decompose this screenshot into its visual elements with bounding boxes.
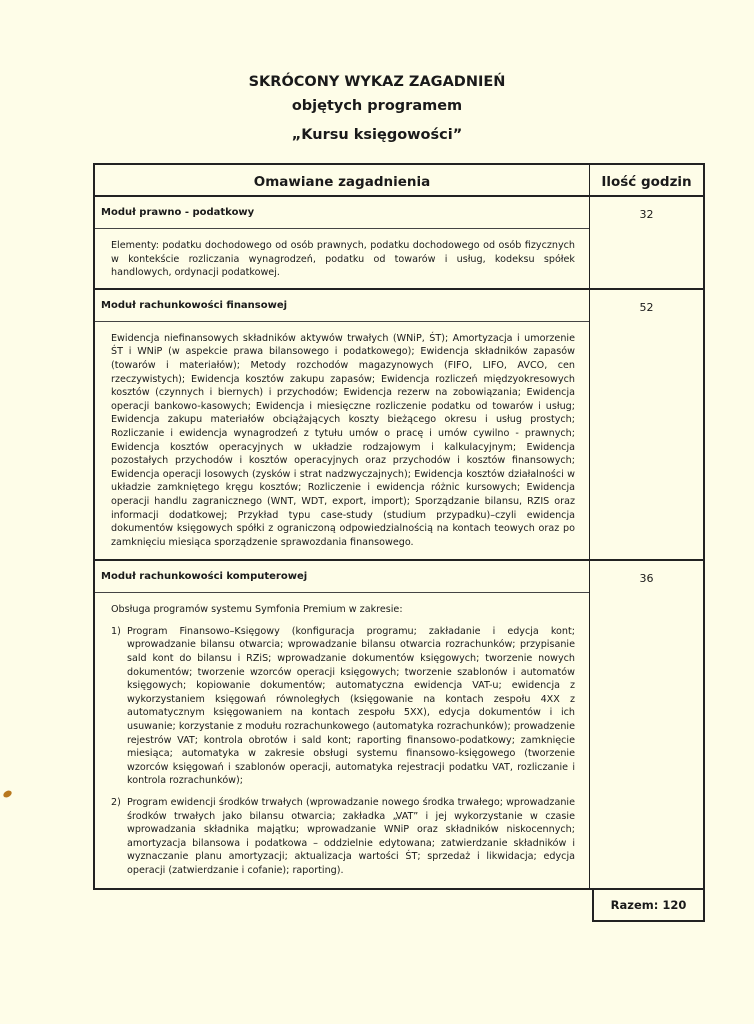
module-title: Moduł rachunkowości finansowej [95,290,589,322]
topics-table [93,163,705,890]
list-text: Program Finansowo–Księgowy (konfiguracja programu; zakładanie i edycja kont; wprowadzanie bilansu otwarcia; wprowadzanie bilansu otwarcia rozrachunków; przypisanie sald kont do bilansu i RZiS; wprowadzanie dokumentów księgowych; tworzenie nowych dokumentów; tworzenie wzorców operacji księgowych; tworzenie szablonów i automatów księgowych; kopiowanie dokumentów; automatyczna ewidencja VAT-u; ewidencja z wykorzystaniem księgowań równoległych (księgowanie na kontach zespołu 4XX z automatycznym księgowaniem na kontach zespołu 5XX), edycja dokumentów i ich usuwanie; korzystanie z modułu rozrachunkowego (automatyka rozrachunków); prowadzenie rejestrów VAT; kontrola obrotów i sald kont; raporting finansowo-podatkowy; zamknięcie miesiąca; automatyka w zakresie obsługi systemu finansowo-księgowego (tworzenie wzorców księgowań i szablonów operacji, automatyka rejestracji podatku VAT, rozliczanie i kontrola rozrachunków); [127,625,575,787]
list-number: 2) [111,797,121,808]
list-number: 1) [111,625,121,637]
module-title: Moduł prawno - podatkowy [95,197,589,229]
module-row [93,561,705,889]
module-title: Moduł rachunkowości komputerowej [95,561,589,593]
header-hours: Ilość godzin [590,163,705,197]
module-description [95,593,589,887]
module-hours: 32 [590,197,705,288]
paper-stain-mark [2,789,13,799]
total-hours: Razem: 120 [592,890,705,922]
module-description: Ewidencja niefinansowych składników aktywów trwałych (WNiP, ŚT); Amortyzacja i umorzenie ŚT i WNiP (w aspekcie prawa bilansowego i podatkowego); Ewidencja składników zapasów (towarów i materiałów); Metody rozchodów magazynowych (FIFO, LIFO, AVCO, cen rzeczywistych); Ewidencja kosztów zakupu zapasów; Ewidencja rozliczeń międzyokresowych kosztów (czynnych i biernych) i przychodów; Ewidencja rezerw na zobowiązania; Ewidencja operacji bankowo-kasowych; Ewidencja i miesięczne rozliczenie podatku od towarów i usług; Ewidencja zakupu materiałów obciążających koszty bieżącego okresu i usług prostych; Rozliczanie i ewidencja wynagrodzeń z tytułu umów o pracę i umów cywilno - prawnych; Ewidencja kosztów operacyjnych w układzie rodzajowym i kalkulacyjnym; Ewidencja pozostałych przychodów i kosztów operacyjnych oraz przychodów i kosztów finansowych; Ewidencja operacji losowych (zysków i strat nadzwyczajnych); Ewidencja kosztów działalności w układzie zamkniętego kręgu kosztów; Rozliczenie i ewidencja różnic kursowych; Ewidencja operacji handlu zagranicznego (WNT, WDT, export, import); Sporządzanie bilansu, RZIS oraz informacji dodatkowej; Przykład typu case-study (studium przypadku)–czyli ewidencja dokumentów księgowych spółki z ograniczoną odpowiedzialnością na kontach teowych oraz po zamknięciu miesiąca sporządzenie sprawozdania finansowego. [111,332,575,548]
module-row [93,290,705,562]
module-hours: 52 [590,290,705,560]
module-description: Elementy: podatku dochodowego od osób prawnych, podatku dochodowego od osób fizycznych w kontekście rozliczania wynagrodzeń, podatku od towarów i usług, kodeksu spółek handlowych, ordynacji podatkowej. [111,240,575,279]
list-text: Program ewidencji środków trwałych (wprowadzanie nowego środka trwałego; wprowadzanie środków trwałych jako bilansu otwarcia; zakładka „VAT” i jej wykorzystanie w czasie wprowadzania składnika majątku; wprowadzanie WNiP oraz składników niskocennych; amortyzacja bilansowa i podatkowa – oddzielnie edytowana; zatwierdzanie składników i wyznaczanie planu amortyzacji; aktualizacja wartości ŚT; sprzedaż i likwidacja; edycja operacji (zatwierdzanie i cofanie); raporting). [127,797,575,876]
list-item [111,796,575,878]
module-intro: Obsługa programów systemu Symfonia Premium w zakresie: [111,604,403,616]
course-name: „Kursu księgowości” [291,127,463,143]
document-subtitle: objętych programem [291,98,463,114]
document-title: SKRÓCONY WYKAZ ZAGADNIEŃ [248,74,506,90]
module-row [93,197,705,290]
module-hours: 36 [590,561,705,887]
program-list [111,625,575,878]
table-header [93,163,705,197]
header-topics: Omawiane zagadnienia [93,163,590,197]
list-item [111,625,575,788]
